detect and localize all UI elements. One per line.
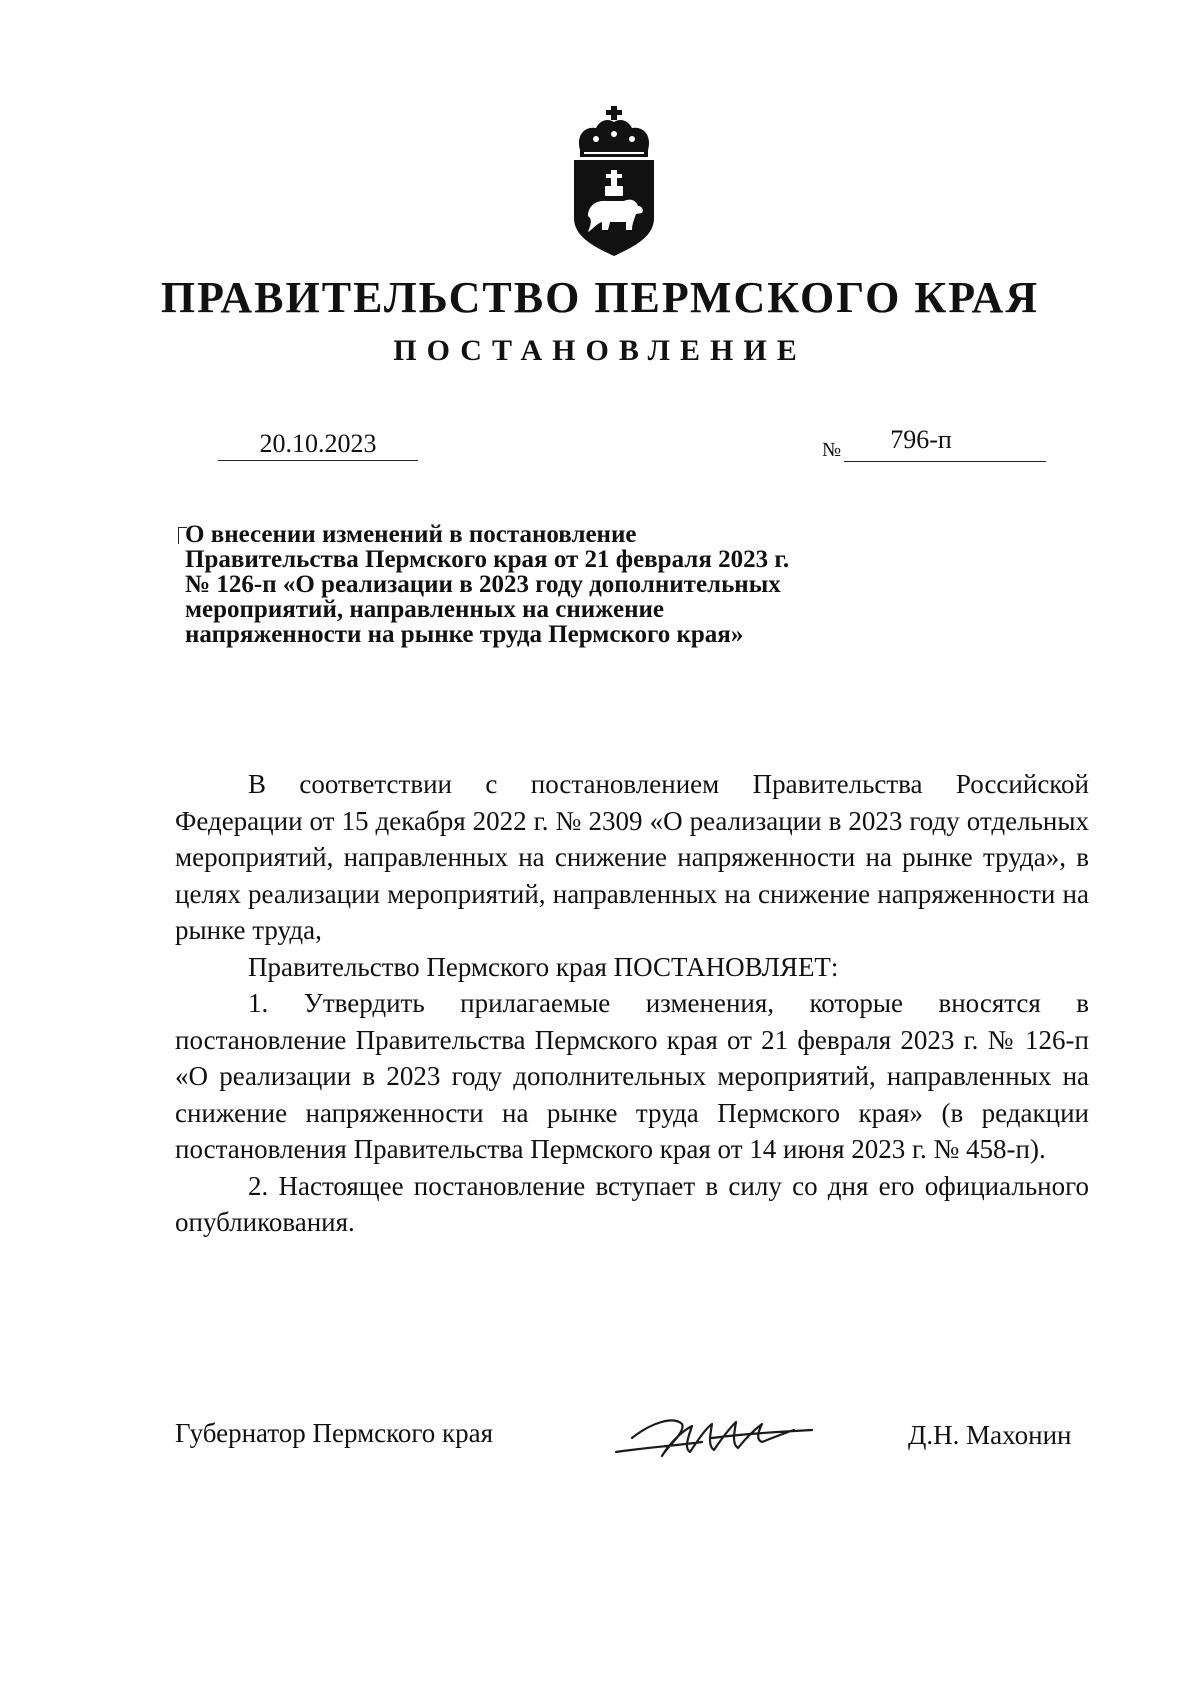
body-paragraph: Правительство Пермского края ПОСТАНОВЛЯЕТ:: [248, 951, 839, 982]
body-paragraph: В соответствии с постановлением Правительства Российской Федерации от 15 декабря 2022 г. № 2309 «О реализации в 2023 году отдельных мероприятий, направленных на снижение напряженности на рынке труда», в целях реализации мероприятий, направленных на снижение напряженности на рынке труда,: [175, 769, 1089, 945]
document-date: 20.10.2023: [218, 428, 418, 461]
document-number: 796-п: [890, 425, 952, 454]
number-underline: [844, 425, 1046, 462]
organization-title: ПРАВИТЕЛЬСТВО ПЕРМСКОГО КРАЯ: [160, 273, 1040, 322]
number-sign: №: [822, 439, 842, 461]
document-body: [175, 766, 1089, 1241]
handwritten-signature-icon: [612, 1408, 822, 1464]
body-paragraph: 2. Настоящее постановление вступает в силу со дня его официального опубликования.: [175, 1170, 1089, 1237]
document-type: ПОСТАНОВЛЕНИЕ: [393, 334, 807, 367]
signatory-position: Губернатор Пермского края: [175, 1418, 494, 1448]
perm-krai-coat-of-arms-icon: [566, 106, 662, 258]
body-paragraph: 1. Утвердить прилагаемые изменения, которые вносятся в постановление Правительства Пермского края от 21 февраля 2023 г. № 126-п «О реализации в 2023 году дополнительных мероприятий, направленных на снижение напряженности на рынке труда Пермского края» (в редакции постановления Правительства Пермского края от 14 июня 2023 г. № 458-п).: [175, 988, 1089, 1164]
document-number-field: [822, 424, 1046, 464]
signatory-name: Д.Н. Махонин: [908, 1420, 1072, 1450]
document-subject: О внесении изменений в постановление Правительства Пермского края от 21 февраля 2023 г. № 126-п «О реализации в 2023 году дополнительных мероприятий, направленных на снижение напряженности на рынке труда Пермского края»: [185, 521, 790, 648]
